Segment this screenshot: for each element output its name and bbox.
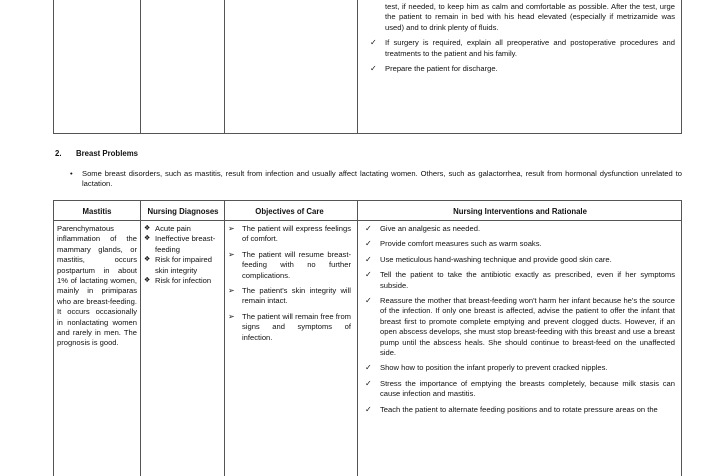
section-heading xyxy=(55,149,138,159)
diamond-bullet-icon: ❖ xyxy=(144,277,151,285)
list-item: ✓ Reassure the mother that breast-feeding won't harm her infant because he's the source of the infection. If only one breast is affected, advise the patient to offer the infant that breast first to promote complete emptying and prevent clogged ducts. However, if an open abscess develops, she must stop breast-feeding with this breast and use a breast pump until the abscess heals. She should continue to breast-feed on the unaffected side. xyxy=(365,296,675,358)
check-icon: ✓ xyxy=(365,270,372,280)
interventions-cell xyxy=(358,0,682,134)
table-header-row xyxy=(54,201,682,221)
arrow-bullet-icon: ➢ xyxy=(228,224,235,233)
table-row xyxy=(54,221,682,476)
continuation-table xyxy=(53,0,682,134)
list-item: ❖ Risk for impaired skin integrity xyxy=(144,255,212,275)
empty-cell-1 xyxy=(54,0,141,134)
list-item: ➢ The patient will express feelings of comfort. xyxy=(228,224,351,244)
header-nursing-diagnoses: Nursing Diagnoses xyxy=(141,201,225,221)
list-item: ✓ Teach the patient to alternate feeding positions and to rotate pressure areas on the xyxy=(365,404,658,414)
list-item: test, if needed, to keep him as calm and comfortable as possible. After the test, urge the patient to remain in bed with his head elevated (especially if metrizamide was used) and to drink plenty of fluids. xyxy=(385,2,675,32)
mastitis-cell xyxy=(54,221,141,476)
diamond-bullet-icon: ❖ xyxy=(144,235,151,243)
arrow-bullet-icon: ➢ xyxy=(228,249,235,259)
objectives-cell xyxy=(225,221,358,476)
check-icon: ✓ xyxy=(365,296,372,306)
care-plan-table xyxy=(53,200,682,476)
check-icon: ✓ xyxy=(365,363,372,373)
arrow-bullet-icon: ➢ xyxy=(228,286,235,296)
diamond-bullet-icon: ❖ xyxy=(144,225,151,232)
check-icon: ✓ xyxy=(365,378,372,388)
list-item: ➢ The patient's skin integrity will remain intact. xyxy=(228,286,351,306)
list-item: ❖ Risk for infection xyxy=(144,276,212,286)
objectives-list xyxy=(228,224,351,343)
list-item: ✓ If surgery is required, explain all preoperative and postoperative procedures and treatments to the patient and his family. xyxy=(370,38,675,58)
diagnoses-list xyxy=(144,224,222,286)
list-item: ✓ Give an analgesic as needed. xyxy=(365,224,481,233)
mastitis-description: Parenchymatous inflammation of the mammary glands, or mastitis, occurs postpartum in about 1% of lactating women, mainly in primiparas who are breast-feeding. It occurs occasionally in nonlactating women and rarely in men. The prognosis is good. xyxy=(57,224,137,348)
empty-cell-2 xyxy=(141,0,225,134)
section-number: 2. xyxy=(55,149,62,158)
check-icon: ✓ xyxy=(370,64,377,74)
bullet-icon: • xyxy=(70,169,73,178)
header-mastitis: Mastitis xyxy=(54,201,141,221)
section-title: Breast Problems xyxy=(76,149,138,158)
list-item: ✓ Show how to position the infant properly to prevent cracked nipples. xyxy=(365,363,608,373)
check-icon: ✓ xyxy=(370,38,377,48)
list-item: ❖ Acute pain xyxy=(144,224,191,233)
interventions-cell xyxy=(358,221,682,476)
list-item: ❖ Ineffective breast-feeding xyxy=(144,234,216,254)
list-item: ➢ The patient will remain free from signs and symptoms of infection. xyxy=(228,311,351,342)
list-item: ✓ Tell the patient to take the antibiotic exactly as prescribed, even if her symptoms subside. xyxy=(365,270,675,290)
list-item: ✓ Use meticulous hand-washing technique and provide good skin care. xyxy=(365,254,612,264)
arrow-bullet-icon: ➢ xyxy=(228,311,235,321)
interventions-list xyxy=(365,224,675,415)
header-objectives-of-care: Objectives of Care xyxy=(225,201,358,221)
check-icon: ✓ xyxy=(365,254,372,264)
section-intro-text: Some breast disorders, such as mastitis, result from infection and usually affect lactating women. Others, such as galactorrhea, result from hormonal dysfunction unrelated to lactation. xyxy=(82,169,682,189)
check-icon: ✓ xyxy=(365,404,372,414)
check-icon: ✓ xyxy=(365,224,372,233)
empty-cell-3 xyxy=(225,0,358,134)
list-item: ✓ Provide comfort measures such as warm soaks. xyxy=(365,239,542,249)
header-interventions: Nursing Interventions and Rationale xyxy=(358,201,682,221)
intervention-list xyxy=(370,2,675,74)
list-item: ✓ Stress the importance of emptying the breasts completely, because milk stasis can cause infection and mastitis. xyxy=(365,378,675,399)
list-item: ➢ The patient will resume breast-feeding with no further complications. xyxy=(228,249,351,280)
check-icon: ✓ xyxy=(365,239,372,249)
diamond-bullet-icon: ❖ xyxy=(144,256,151,264)
diagnoses-cell xyxy=(141,221,225,476)
section-intro xyxy=(70,169,682,190)
list-item: ✓ Prepare the patient for discharge. xyxy=(370,64,498,74)
